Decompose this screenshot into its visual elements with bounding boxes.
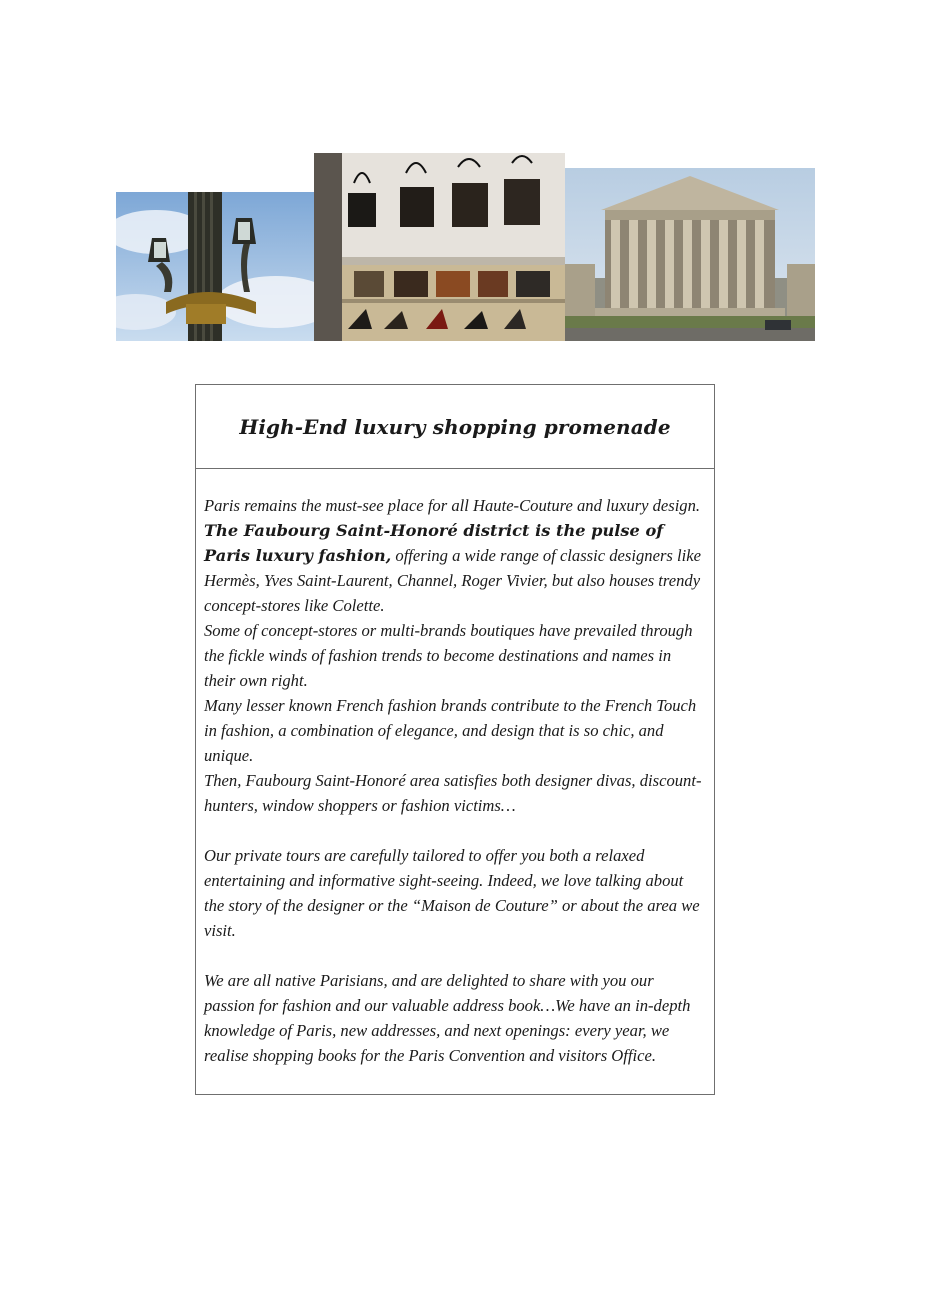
- card-header: [196, 385, 714, 469]
- paragraph-private-tours: Our private tours are carefully tailored to offer you both a relaxed entertaining and informative sight-seeing. Indeed, we love talking about the story of the designer or the “Maison de Couture” or about the area we visit.: [204, 846, 700, 940]
- paragraph-native-parisians: We are all native Parisians, and are delighted to share with you our passion for fashion and our valuable address book…We have an in-depth knowledge of Paris, new addresses, and next openings: every year, we realise shopping books for the Paris Convention and visitors Office.: [204, 971, 691, 1065]
- faubourg-rest-text: offering a wide range of classic designers like Hermès, Yves Saint-Laurent, Channel, Roger Vivier, but also houses trendy concept-stores like Colette.: [204, 546, 701, 615]
- paragraph-gap: [204, 943, 706, 968]
- card-body: [196, 469, 714, 1068]
- paragraph-faubourg: [204, 518, 706, 618]
- paragraph-intro: Paris remains the must-see place for all Haute-Couture and luxury design.: [204, 496, 701, 515]
- paragraph-gap: [204, 818, 706, 843]
- paragraph-french-touch: Many lesser known French fashion brands contribute to the French Touch in fashion, a combination of elegance, and design that is so chic, and unique.: [204, 696, 697, 765]
- card-title: High-End luxury shopping promenade: [239, 415, 671, 439]
- lamp-post-photo: [116, 192, 314, 341]
- paragraph-concept-stores: Some of concept-stores or multi-brands boutiques have prevailed through the fickle winds of fashion trends to become destinations and names in their own right.: [204, 621, 693, 690]
- madeleine-photo: [565, 168, 815, 341]
- handbags-photo: [314, 153, 565, 341]
- faubourg-lead-text: The Faubourg Saint-Honoré district is the pulse of Paris luxury fashion,: [204, 521, 664, 565]
- tour-description-card: [195, 384, 715, 1095]
- paragraph-shoppers: Then, Faubourg Saint-Honoré area satisfies both designer divas, discount-hunters, window shoppers or fashion victims…: [204, 771, 702, 815]
